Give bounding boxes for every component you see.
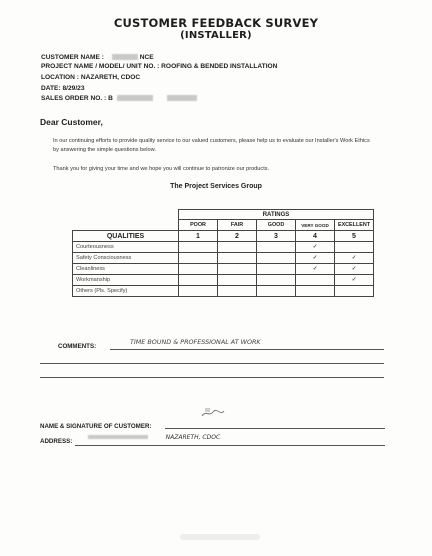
project-label: PROJECT NAME / MODEL/ UNIT NO. : [41,63,160,70]
column-header-very-good: VERY GOOD [296,220,335,231]
rating-cell[interactable] [179,275,218,286]
address-handwritten[interactable] [86,434,220,441]
rating-cell[interactable] [218,264,257,275]
redaction-block [117,95,153,101]
quality-label: Cleanliness [73,264,179,275]
column-number-3: 3 [257,231,296,242]
letter-paragraph-1: In our continuing efforts to provide quality service to our valued customers, please help us to evaluate our Installer's Work Ethics by answering the simple questions below. [53,138,370,153]
rating-cell[interactable] [218,253,257,264]
ratings-table [72,209,374,297]
rating-cell[interactable] [257,264,296,275]
quality-label: Courteousness [73,242,179,253]
rating-cell[interactable] [179,286,218,297]
rating-cell[interactable] [257,275,296,286]
rating-cell[interactable] [296,286,335,297]
comments-line-1 [110,349,384,350]
date-value: 8/29/23 [62,85,85,92]
rating-cell[interactable] [179,242,218,253]
column-header-good: GOOD [257,220,296,231]
qualities-header: QUALITIES [73,231,179,242]
column-number-2: 2 [218,231,257,242]
redaction-block [112,54,138,60]
project-value: ROOFING & BENDED INSTALLATION [161,63,278,70]
comments-line-3 [40,377,384,378]
rating-cell[interactable] [257,286,296,297]
column-header-excellent: EXCELLENT [335,220,374,231]
rating-cell[interactable] [218,275,257,286]
quality-label: Others (Pls. Specify) [73,286,179,297]
form-subtitle: (INSTALLER) [180,30,252,41]
signature-label: NAME & SIGNATURE OF CUSTOMER: [40,423,152,430]
customer-name-value: NCE [139,54,154,61]
rating-cell[interactable] [179,253,218,264]
sales-order-label: SALES ORDER NO. : [41,95,107,102]
customer-name-label: CUSTOMER NAME : [41,54,104,61]
date-label: DATE: [41,85,61,92]
comments-line-2 [40,363,384,364]
redaction-block [88,435,148,439]
rating-cell[interactable]: ✓ [296,264,335,275]
rating-cell[interactable] [257,253,296,264]
column-number-1: 1 [179,231,218,242]
quality-label: Workmanship [73,275,179,286]
ratings-header: RATINGS [179,210,374,220]
table-row [73,242,374,253]
address-line [75,445,385,446]
rating-cell[interactable] [179,264,218,275]
rating-cell[interactable] [218,242,257,253]
sales-order-value: B [108,95,113,102]
date-row [41,85,85,92]
table-spacer [73,220,179,231]
rating-cell[interactable]: ✓ [335,264,374,275]
address-value: NAZARETH, CDOC [165,434,221,441]
column-number-5: 5 [335,231,374,242]
rating-cell[interactable] [335,242,374,253]
letter-signoff: The Project Services Group [170,183,262,190]
signature-line[interactable] [165,428,385,429]
letter-greeting: Dear Customer, [40,117,103,127]
column-number-4: 4 [296,231,335,242]
rating-cell[interactable] [296,275,335,286]
table-row [73,275,374,286]
rating-cell[interactable]: ✓ [296,253,335,264]
rating-cell[interactable] [218,286,257,297]
column-header-fair: FAIR [218,220,257,231]
location-value: NAZARETH, CDOC [80,74,141,81]
faint-footer-mark [180,534,260,540]
comments-handwritten[interactable]: TIME BOUND & PROFESSIONAL AT WORK [130,338,261,346]
quality-label: Safety Consciousness [73,253,179,264]
signature-scribble [200,408,230,418]
rating-cell[interactable]: ✓ [296,242,335,253]
location-row [41,74,140,81]
comments-label: COMMENTS: [58,343,97,350]
table-row [73,264,374,275]
column-header-poor: POOR [179,220,218,231]
rating-cell[interactable]: ✓ [335,253,374,264]
form-title: CUSTOMER FEEDBACK SURVEY [113,16,319,30]
table-spacer [73,210,179,220]
rating-cell[interactable]: ✓ [335,275,374,286]
customer-name-row [41,54,154,61]
redaction-block [167,95,197,101]
table-row [73,253,374,264]
rating-cell[interactable] [335,286,374,297]
project-row [41,63,277,70]
table-row [73,286,374,297]
sales-order-row [41,95,199,102]
address-label: ADDRESS: [40,438,73,445]
location-label: LOCATION : [41,74,79,81]
letter-paragraph-2: Thank you for giving your time and we hope you will continue to patronize our products. [53,166,270,172]
rating-cell[interactable] [257,242,296,253]
